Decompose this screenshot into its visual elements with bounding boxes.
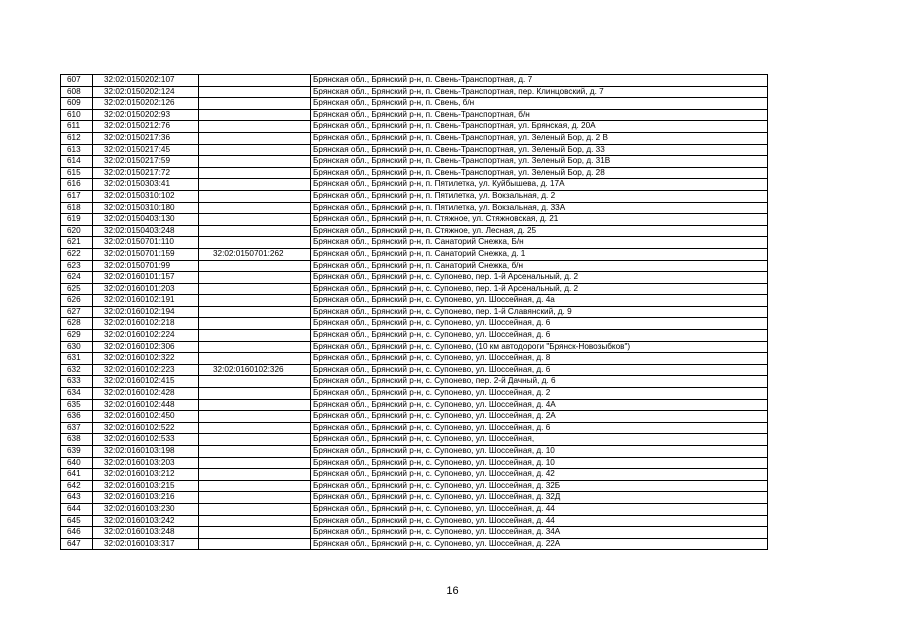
address-cell: Брянская обл., Брянский р-н, п. Пятилетка, ул. Вокзальная, д. 33А bbox=[311, 202, 768, 214]
cadastral-number-cell: 32:02:0160102:218 bbox=[93, 318, 199, 330]
cadastral-number-cell: 32:02:0160103:198 bbox=[93, 446, 199, 458]
row-number-cell: 647 bbox=[61, 538, 93, 550]
address-cell: Брянская обл., Брянский р-н, с. Супонево, ул. Шоссейная, д. 44 bbox=[311, 503, 768, 515]
address-cell: Брянская обл., Брянский р-н, с. Супонево, ул. Шоссейная, д. 10 bbox=[311, 446, 768, 458]
related-cadastral-number-cell bbox=[199, 538, 311, 550]
address-cell: Брянская обл., Брянский р-н, п. Стяжное, ул. Лесная, д. 25 bbox=[311, 225, 768, 237]
cadastral-number-cell: 32:02:0150217:45 bbox=[93, 144, 199, 156]
cadastral-number-cell: 32:02:0150403:130 bbox=[93, 214, 199, 226]
row-number-cell: 618 bbox=[61, 202, 93, 214]
related-cadastral-number-cell bbox=[199, 527, 311, 539]
row-number-cell: 610 bbox=[61, 109, 93, 121]
related-cadastral-number-cell bbox=[199, 353, 311, 365]
cadastral-number-cell: 32:02:0160101:157 bbox=[93, 272, 199, 284]
row-number-cell: 609 bbox=[61, 98, 93, 110]
row-number-cell: 646 bbox=[61, 527, 93, 539]
table-row bbox=[61, 318, 768, 330]
row-number-cell: 608 bbox=[61, 86, 93, 98]
table-row bbox=[61, 248, 768, 260]
row-number-cell: 623 bbox=[61, 260, 93, 272]
cadastral-number-cell: 32:02:0150310:102 bbox=[93, 190, 199, 202]
row-number-cell: 614 bbox=[61, 156, 93, 168]
address-cell: Брянская обл., Брянский р-н, п. Свень-Транспортная, ул. Зеленый Бор, д. 2 В bbox=[311, 132, 768, 144]
table-row bbox=[61, 202, 768, 214]
table-row bbox=[61, 214, 768, 226]
related-cadastral-number-cell bbox=[199, 411, 311, 423]
address-cell: Брянская обл., Брянский р-н, п. Санаторий Снежка, д. 1 bbox=[311, 248, 768, 260]
row-number-cell: 613 bbox=[61, 144, 93, 156]
row-number-cell: 621 bbox=[61, 237, 93, 249]
table-row bbox=[61, 422, 768, 434]
row-number-cell: 638 bbox=[61, 434, 93, 446]
cadastral-number-cell: 32:02:0150202:126 bbox=[93, 98, 199, 110]
table-row bbox=[61, 480, 768, 492]
row-number-cell: 607 bbox=[61, 75, 93, 87]
cadastral-number-cell: 32:02:0160103:230 bbox=[93, 503, 199, 515]
row-number-cell: 612 bbox=[61, 132, 93, 144]
table-row bbox=[61, 75, 768, 87]
cadastral-number-cell: 32:02:0150217:59 bbox=[93, 156, 199, 168]
row-number-cell: 620 bbox=[61, 225, 93, 237]
cadastral-number-cell: 32:02:0160103:212 bbox=[93, 469, 199, 481]
related-cadastral-number-cell bbox=[199, 202, 311, 214]
row-number-cell: 635 bbox=[61, 399, 93, 411]
table-row bbox=[61, 515, 768, 527]
address-cell: Брянская обл., Брянский р-н, с. Супонево, ул. Шоссейная, д. 44 bbox=[311, 515, 768, 527]
table-row bbox=[61, 457, 768, 469]
cadastral-number-cell: 32:02:0160103:317 bbox=[93, 538, 199, 550]
related-cadastral-number-cell bbox=[199, 457, 311, 469]
related-cadastral-number-cell bbox=[199, 388, 311, 400]
cadastral-number-cell: 32:02:0160102:191 bbox=[93, 295, 199, 307]
address-cell: Брянская обл., Брянский р-н, с. Супонево, ул. Шоссейная, bbox=[311, 434, 768, 446]
cadastral-number-cell: 32:02:0160102:428 bbox=[93, 388, 199, 400]
cadastral-number-cell: 32:02:0160103:215 bbox=[93, 480, 199, 492]
table-row bbox=[61, 144, 768, 156]
cadastral-number-cell: 32:02:0160102:522 bbox=[93, 422, 199, 434]
related-cadastral-number-cell bbox=[199, 503, 311, 515]
address-cell: Брянская обл., Брянский р-н, с. Супонево, ул. Шоссейная, д. 4А bbox=[311, 399, 768, 411]
cadastral-number-cell: 32:02:0160103:216 bbox=[93, 492, 199, 504]
cadastral-number-cell: 32:02:0150217:36 bbox=[93, 132, 199, 144]
table-row bbox=[61, 272, 768, 284]
row-number-cell: 645 bbox=[61, 515, 93, 527]
table-row bbox=[61, 446, 768, 458]
related-cadastral-number-cell bbox=[199, 283, 311, 295]
table-row bbox=[61, 190, 768, 202]
related-cadastral-number-cell bbox=[199, 318, 311, 330]
address-cell: Брянская обл., Брянский р-н, п. Санаторий Снежка, Б/н bbox=[311, 237, 768, 249]
address-cell: Брянская обл., Брянский р-н, с. Супонево, ул. Шоссейная, д. 6 bbox=[311, 318, 768, 330]
table-row bbox=[61, 341, 768, 353]
related-cadastral-number-cell bbox=[199, 98, 311, 110]
row-number-cell: 624 bbox=[61, 272, 93, 284]
table-row bbox=[61, 167, 768, 179]
related-cadastral-number-cell bbox=[199, 272, 311, 284]
related-cadastral-number-cell bbox=[199, 492, 311, 504]
address-cell: Брянская обл., Брянский р-н, с. Супонево, пер. 1-й Арсенальный, д. 2 bbox=[311, 272, 768, 284]
row-number-cell: 617 bbox=[61, 190, 93, 202]
table-row bbox=[61, 295, 768, 307]
related-cadastral-number-cell bbox=[199, 376, 311, 388]
address-cell: Брянская обл., Брянский р-н, с. Супонево, ул. Шоссейная, д. 32Д bbox=[311, 492, 768, 504]
address-cell: Брянская обл., Брянский р-н, п. Санаторий Снежка, б/н bbox=[311, 260, 768, 272]
row-number-cell: 643 bbox=[61, 492, 93, 504]
address-cell: Брянская обл., Брянский р-н, с. Супонево, ул. Шоссейная, д. 6 bbox=[311, 364, 768, 376]
row-number-cell: 632 bbox=[61, 364, 93, 376]
row-number-cell: 619 bbox=[61, 214, 93, 226]
cadastral-number-cell: 32:02:0150202:124 bbox=[93, 86, 199, 98]
table-row bbox=[61, 399, 768, 411]
table-row bbox=[61, 538, 768, 550]
address-cell: Брянская обл., Брянский р-н, с. Супонево, ул. Шоссейная, д. 6 bbox=[311, 422, 768, 434]
related-cadastral-number-cell bbox=[199, 399, 311, 411]
row-number-cell: 637 bbox=[61, 422, 93, 434]
address-cell: Брянская обл., Брянский р-н, п. Свень, б/н bbox=[311, 98, 768, 110]
address-cell: Брянская обл., Брянский р-н, с. Супонево, ул. Шоссейная, д. 10 bbox=[311, 457, 768, 469]
table-row bbox=[61, 527, 768, 539]
cadastral-number-cell: 32:02:0160102:533 bbox=[93, 434, 199, 446]
cadastral-number-cell: 32:02:0160103:203 bbox=[93, 457, 199, 469]
row-number-cell: 633 bbox=[61, 376, 93, 388]
address-cell: Брянская обл., Брянский р-н, с. Супонево, пер. 2-й Дачный, д. 6 bbox=[311, 376, 768, 388]
table-row bbox=[61, 260, 768, 272]
table-row bbox=[61, 364, 768, 376]
cadastral-number-cell: 32:02:0160103:242 bbox=[93, 515, 199, 527]
table-row bbox=[61, 388, 768, 400]
related-cadastral-number-cell bbox=[199, 156, 311, 168]
address-cell: Брянская обл., Брянский р-н, п. Свень-Транспортная, пер. Клинцовский, д. 7 bbox=[311, 86, 768, 98]
address-cell: Брянская обл., Брянский р-н, п. Свень-Транспортная, ул. Зеленый Бор, д. 33 bbox=[311, 144, 768, 156]
table-row bbox=[61, 121, 768, 133]
cadastral-number-cell: 32:02:0160102:450 bbox=[93, 411, 199, 423]
related-cadastral-number-cell bbox=[199, 190, 311, 202]
row-number-cell: 642 bbox=[61, 480, 93, 492]
table-row bbox=[61, 330, 768, 342]
address-cell: Брянская обл., Брянский р-н, п. Свень-Транспортная, ул. Зеленый Бор, д. 28 bbox=[311, 167, 768, 179]
row-number-cell: 622 bbox=[61, 248, 93, 260]
related-cadastral-number-cell bbox=[199, 132, 311, 144]
row-number-cell: 627 bbox=[61, 306, 93, 318]
row-number-cell: 628 bbox=[61, 318, 93, 330]
address-cell: Брянская обл., Брянский р-н, с. Супонево, ул. Шоссейная, д. 4а bbox=[311, 295, 768, 307]
related-cadastral-number-cell bbox=[199, 446, 311, 458]
table-row bbox=[61, 283, 768, 295]
related-cadastral-number-cell bbox=[199, 295, 311, 307]
related-cadastral-number-cell bbox=[199, 225, 311, 237]
address-cell: Брянская обл., Брянский р-н, с. Супонево, пер. 1-й Арсенальный, д. 2 bbox=[311, 283, 768, 295]
page-number: 16 bbox=[446, 585, 459, 597]
cadastral-number-cell: 32:02:0160102:415 bbox=[93, 376, 199, 388]
row-number-cell: 629 bbox=[61, 330, 93, 342]
table-row bbox=[61, 469, 768, 481]
related-cadastral-number-cell bbox=[199, 434, 311, 446]
related-cadastral-number-cell: 32:02:0160102:326 bbox=[199, 364, 311, 376]
cadastral-number-cell: 32:02:0150310:180 bbox=[93, 202, 199, 214]
cadastral-number-cell: 32:02:0150212:76 bbox=[93, 121, 199, 133]
address-cell: Брянская обл., Брянский р-н, с. Супонево, ул. Шоссейная, д. 32Б bbox=[311, 480, 768, 492]
address-cell: Брянская обл., Брянский р-н, с. Супонево, пер. 1-й Славянский, д. 9 bbox=[311, 306, 768, 318]
table-row bbox=[61, 237, 768, 249]
table-row bbox=[61, 109, 768, 121]
cadastral-number-cell: 32:02:0160102:224 bbox=[93, 330, 199, 342]
table-row bbox=[61, 132, 768, 144]
related-cadastral-number-cell bbox=[199, 306, 311, 318]
cadastral-number-cell: 32:02:0150701:110 bbox=[93, 237, 199, 249]
cadastral-number-cell: 32:02:0160101:203 bbox=[93, 283, 199, 295]
cadastral-number-cell: 32:02:0160102:306 bbox=[93, 341, 199, 353]
address-cell: Брянская обл., Брянский р-н, п. Стяжное, ул. Стяжновская, д. 21 bbox=[311, 214, 768, 226]
address-cell: Брянская обл., Брянский р-н, с. Супонево, ул. Шоссейная, д. 34А bbox=[311, 527, 768, 539]
cadastral-number-cell: 32:02:0150217:72 bbox=[93, 167, 199, 179]
cadastral-number-cell: 32:02:0150701:99 bbox=[93, 260, 199, 272]
related-cadastral-number-cell bbox=[199, 179, 311, 191]
registry-table-body bbox=[61, 75, 768, 550]
address-cell: Брянская обл., Брянский р-н, с. Супонево, ул. Шоссейная, д. 2 bbox=[311, 388, 768, 400]
address-cell: Брянская обл., Брянский р-н, с. Супонево, ул. Шоссейная, д. 22А bbox=[311, 538, 768, 550]
related-cadastral-number-cell bbox=[199, 109, 311, 121]
row-number-cell: 639 bbox=[61, 446, 93, 458]
address-cell: Брянская обл., Брянский р-н, п. Свень-Транспортная, ул. Зеленый Бор, д. 31В bbox=[311, 156, 768, 168]
related-cadastral-number-cell bbox=[199, 121, 311, 133]
row-number-cell: 644 bbox=[61, 503, 93, 515]
table-row bbox=[61, 179, 768, 191]
cadastral-number-cell: 32:02:0150202:93 bbox=[93, 109, 199, 121]
related-cadastral-number-cell bbox=[199, 515, 311, 527]
cadastral-number-cell: 32:02:0150202:107 bbox=[93, 75, 199, 87]
related-cadastral-number-cell bbox=[199, 260, 311, 272]
address-cell: Брянская обл., Брянский р-н, с. Супонево, ул. Шоссейная, д. 42 bbox=[311, 469, 768, 481]
table-row bbox=[61, 434, 768, 446]
property-registry-table bbox=[60, 74, 768, 550]
cadastral-number-cell: 32:02:0150303:41 bbox=[93, 179, 199, 191]
cadastral-number-cell: 32:02:0160102:448 bbox=[93, 399, 199, 411]
row-number-cell: 615 bbox=[61, 167, 93, 179]
row-number-cell: 611 bbox=[61, 121, 93, 133]
row-number-cell: 636 bbox=[61, 411, 93, 423]
related-cadastral-number-cell bbox=[199, 86, 311, 98]
table-row bbox=[61, 306, 768, 318]
cadastral-number-cell: 32:02:0150403:248 bbox=[93, 225, 199, 237]
related-cadastral-number-cell bbox=[199, 214, 311, 226]
related-cadastral-number-cell: 32:02:0150701:262 bbox=[199, 248, 311, 260]
address-cell: Брянская обл., Брянский р-н, п. Свень-Транспортная, б/н bbox=[311, 109, 768, 121]
cadastral-number-cell: 32:02:0160102:223 bbox=[93, 364, 199, 376]
row-number-cell: 634 bbox=[61, 388, 93, 400]
address-cell: Брянская обл., Брянский р-н, с. Супонево, (10 км автодороги "Брянск-Новозыбков") bbox=[311, 341, 768, 353]
row-number-cell: 626 bbox=[61, 295, 93, 307]
row-number-cell: 616 bbox=[61, 179, 93, 191]
related-cadastral-number-cell bbox=[199, 144, 311, 156]
row-number-cell: 640 bbox=[61, 457, 93, 469]
address-cell: Брянская обл., Брянский р-н, п. Свень-Транспортная, д. 7 bbox=[311, 75, 768, 87]
row-number-cell: 641 bbox=[61, 469, 93, 481]
table-row bbox=[61, 225, 768, 237]
row-number-cell: 630 bbox=[61, 341, 93, 353]
row-number-cell: 625 bbox=[61, 283, 93, 295]
cadastral-number-cell: 32:02:0150701:159 bbox=[93, 248, 199, 260]
address-cell: Брянская обл., Брянский р-н, с. Супонево, ул. Шоссейная, д. 8 bbox=[311, 353, 768, 365]
address-cell: Брянская обл., Брянский р-н, п. Свень-Транспортная, ул. Брянская, д. 20А bbox=[311, 121, 768, 133]
table-row bbox=[61, 411, 768, 423]
table-row bbox=[61, 492, 768, 504]
related-cadastral-number-cell bbox=[199, 341, 311, 353]
table-row bbox=[61, 503, 768, 515]
address-cell: Брянская обл., Брянский р-н, с. Супонево, ул. Шоссейная, д. 6 bbox=[311, 330, 768, 342]
related-cadastral-number-cell bbox=[199, 75, 311, 87]
table-row bbox=[61, 353, 768, 365]
address-cell: Брянская обл., Брянский р-н, п. Пятилетка, ул. Куйбышева, д. 17А bbox=[311, 179, 768, 191]
table-row bbox=[61, 86, 768, 98]
address-cell: Брянская обл., Брянский р-н, п. Пятилетка, ул. Вокзальная, д. 2 bbox=[311, 190, 768, 202]
table-row bbox=[61, 156, 768, 168]
related-cadastral-number-cell bbox=[199, 330, 311, 342]
related-cadastral-number-cell bbox=[199, 167, 311, 179]
address-cell: Брянская обл., Брянский р-н, с. Супонево, ул. Шоссейная, д. 2А bbox=[311, 411, 768, 423]
row-number-cell: 631 bbox=[61, 353, 93, 365]
related-cadastral-number-cell bbox=[199, 237, 311, 249]
table-row bbox=[61, 98, 768, 110]
table-row bbox=[61, 376, 768, 388]
related-cadastral-number-cell bbox=[199, 469, 311, 481]
cadastral-number-cell: 32:02:0160103:248 bbox=[93, 527, 199, 539]
cadastral-number-cell: 32:02:0160102:322 bbox=[93, 353, 199, 365]
related-cadastral-number-cell bbox=[199, 422, 311, 434]
related-cadastral-number-cell bbox=[199, 480, 311, 492]
cadastral-number-cell: 32:02:0160102:194 bbox=[93, 306, 199, 318]
